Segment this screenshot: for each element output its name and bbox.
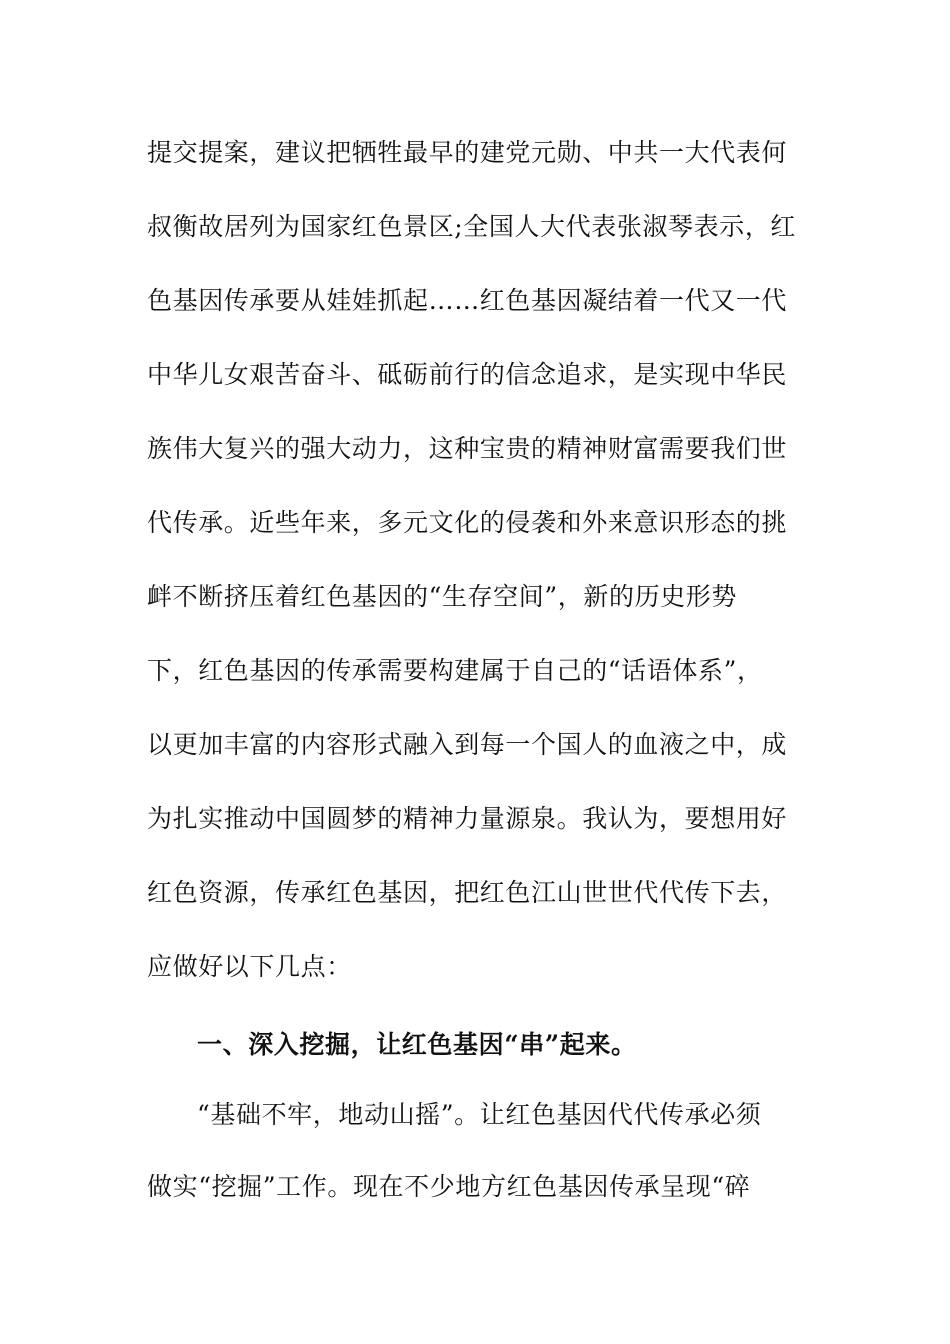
section-heading: 一、深入挖掘，让红色基因“串”起来。 (197, 1030, 637, 1059)
paragraph-line: 叔衡故居列为国家红色景区;全国人大代表张淑琴表示，红 (147, 212, 797, 241)
paragraph-line: 提交提案，建议把牺牲最早的建党元勋、中共一大代表何 (147, 138, 788, 167)
paragraph-line: 红色资源，传承红色基因，把红色江山世世代代传下去， (147, 878, 788, 907)
paragraph-line: 中华儿女艰苦奋斗、砥砺前行的信念追求，是实现中华民 (147, 360, 788, 389)
paragraph-line: 应做好以下几点： (147, 952, 352, 981)
paragraph-line: 下，红色基因的传承需要构建属于自己的“话语体系”， (147, 656, 763, 685)
paragraph-line: 为扎实推动中国圆梦的精神力量源泉。我认为，要想用好 (147, 804, 788, 833)
paragraph-line: 做实“挖掘”工作。现在不少地方红色基因传承呈现“碎 (147, 1172, 751, 1201)
paragraph-line: 以更加丰富的内容形式融入到每一个国人的血液之中，成 (147, 730, 788, 759)
paragraph-line: 色基因传承要从娃娃抓起……红色基因凝结着一代又一代 (147, 286, 788, 315)
paragraph-line: 族伟大复兴的强大动力，这种宝贵的精神财富需要我们世 (147, 434, 788, 463)
paragraph-line: 衅不断挤压着红色基因的“生存空间”，新的历史形势 (147, 582, 737, 611)
paragraph-line: 代传承。近些年来，多元文化的侵袭和外来意识形态的挑 (147, 508, 788, 537)
paragraph-line: “基础不牢，地动山摇”。让红色基因代代传承必须 (197, 1100, 762, 1129)
